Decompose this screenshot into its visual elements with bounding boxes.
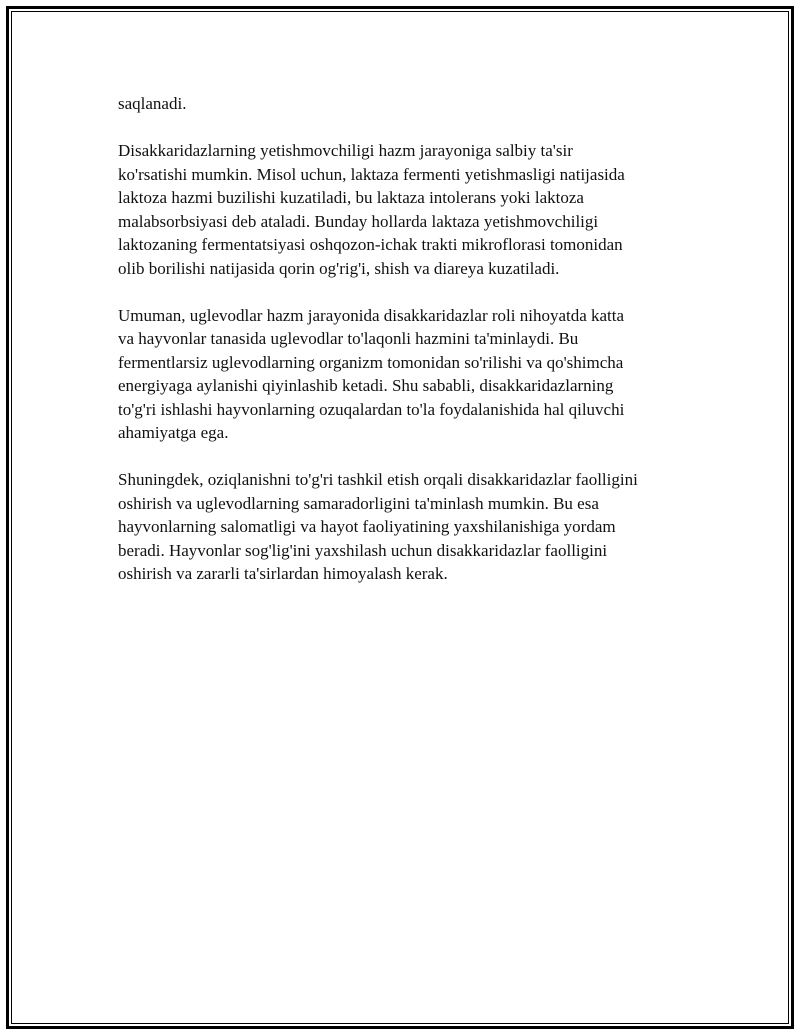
- paragraph-3: Umuman, uglevodlar hazm jarayonida disakkaridazlar roli nihoyatda katta va hayvonlar tanasida uglevodlar to'laqonli hazmini ta'minlaydi. Bu fermentlarsiz uglevodlarning organizm tomonidan so'rilishi va qo'shimcha energiyaga aylanishi qiyinlashib ketadi. Shu sababli, disakkaridazlarning to'g'ri ishlashi hayvonlarning ozuqalardan to'la foydalanishida hal qiluvchi ahamiyatga ega.: [118, 305, 625, 442]
- paragraph-4: Shuningdek, oziqlanishni to'g'ri tashkil etish orqali disakkaridazlar faolligini oshirish va uglevodlarning samaradorligini ta'minlash mumkin. Bu esa hayvonlarning salomatligi va hayot faoliyatining yaxshilanishiga yordam beradi. Hayvonlar sog'lig'ini yaxshilash uchun disakkaridazlar faolligini oshirish va zararli ta'sirlardan himoyalash kerak.: [118, 470, 638, 583]
- paragraph-1: saqlanadi.: [118, 94, 187, 113]
- paragraph-2: Disakkaridazlarning yetishmovchiligi hazm jarayoniga salbiy ta'sir ko'rsatishi mumkin. Misol uchun, laktaza fermenti yetishmasligi natijasida laktoza hazmi buzilishi kuzatiladi, bu laktaza intolerans yoki laktoza malabsorbsiyasi deb ataladi. Bunday hollarda laktaza yetishmovchiligi laktozaning fermentatsiyasi oshqozon-ichak trakti mikroflorasi tomonidan olib borilishi natijasida qorin og'rig'i, shish va diareya kuzatiladi.: [118, 141, 625, 278]
- document-body: [118, 92, 708, 609]
